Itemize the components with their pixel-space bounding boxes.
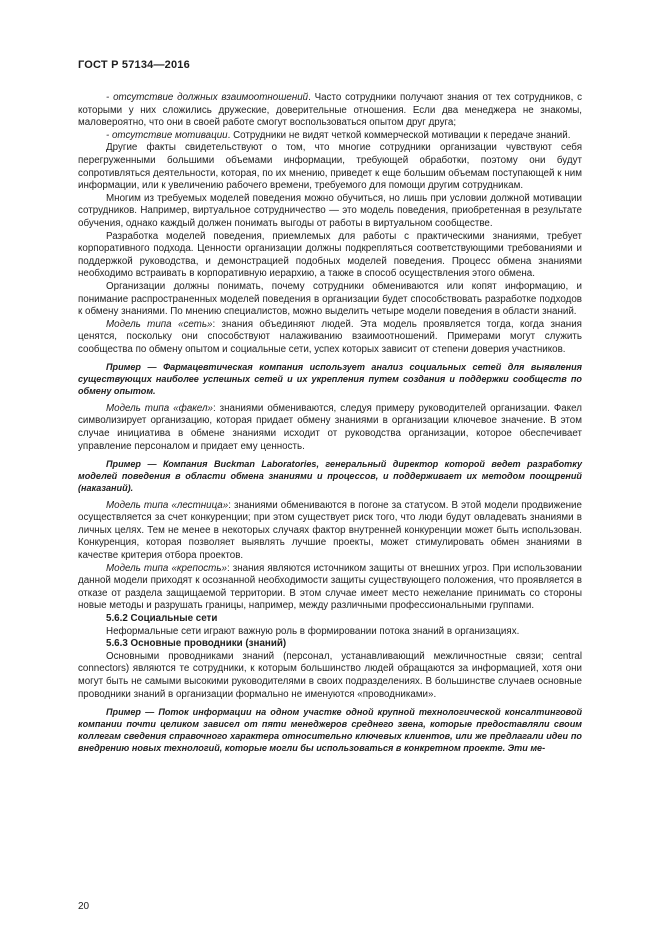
page-number: 20 (78, 901, 90, 912)
paragraph: Неформальные сети играют важную роль в формировании потока знаний в организациях. (106, 625, 520, 637)
section-heading: 5.6.2 Социальные сети (106, 612, 218, 624)
paragraph: Модель типа «сеть»: знания объединяют людей. Эта модель проявляется тогда, когда знания ценятся, поскольку они способствуют налаживанию взаимоотношений. Примерами могут служить сообщества по обмену опытом и социальные сети, успех которых зависит от степени доверия участников. (78, 318, 582, 355)
term: - отсутствие мотивации (106, 129, 228, 141)
section-heading: 5.6.3 Основные проводники (знаний) (106, 638, 287, 650)
paragraph: - отсутствие мотивации. Сотрудники не видят четкой коммерческой мотивации к передаче знаний. (106, 129, 571, 141)
example: Пример — Фармацевтическая компания использует анализ социальных сетей для выявления существующих наиболее успешных сетей и их укрепления путем создания и поддержки сообществ по обмену опытом. (78, 362, 582, 397)
paragraph: Модель типа «лестница»: знаниями обмениваются в погоне за статусом. В этой модели продвижение осуществляется за счет конкуренции; при этом существует риск того, что люди будут овладевать знаниями в личных целях. Тем не менее в некоторых случаях фактор внутренней конкуренции может быть использован. Конкуренция, которая позволяет выявлять лучшие проекты, может стимулировать обмен знаниями в качестве критерия отбора проектов. (78, 499, 582, 561)
term: Модель типа «крепость» (106, 562, 227, 574)
paragraph: Модель типа «факел»: знаниями обмениваются, следуя примеру руководителей организации. Факел символизирует организацию, которая придает обмену знаниями в организации ключевое значение. В этом случае инициатива в обмене знаниями исходит от руководства организации, которое обеспечивает управление персоналом и придает ему ценность. (78, 402, 582, 452)
paragraph: Модель типа «крепость»: знания являются источником защиты от внешних угроз. При использовании данной модели приходят к осознанной необходимости защиты существующего положения, что проявляется в отказе от раздела защищаемой территории. В этом случае имеет место нежелание принимать со стороны новые методы и разрушать границы, например, между различными профессиональными группами. (78, 562, 582, 612)
example: Пример — Компания Buckman Laboratories, генеральный директор которой ведет разработку моделей поведения в области обмена знаниями и процессов, и поддерживает их методом поощрений (наказаний). (78, 459, 582, 493)
document-header: ГОСТ Р 57134—2016 (78, 59, 190, 71)
paragraph: Многим из требуемых моделей поведения можно обучиться, но лишь при условии должной мотивации сотрудников. Например, виртуальное сотрудничество — это модель поведения, приобретенная в результате обучения, однако каждый должен понимать выгоды от работы в виртуальном сообществе. (78, 192, 582, 229)
document-body (78, 92, 582, 759)
term: Модель типа «лестница» (106, 499, 229, 511)
paragraph: - отсутствие должных взаимоотношений. Часто сотрудники получают знания от тех сотрудников, с которыми у них сложились дружеские, доверительные отношения. Если два менеджера не знакомы, маловероятно, что они в своей работе смогут воспользоваться опытом друг друга; (78, 92, 582, 129)
paragraph: Основными проводниками знаний (персонал, устанавливающий межличностные связи; central connectors) являются те сотрудники, к которым большинство людей обращаются за информацией, хотя они могут быть не самыми высокими руководителями в своих подразделениях. В большинстве случаев основные проводники знаний в организации формально не именуются «проводниками». (78, 650, 582, 700)
term: Модель типа «факел» (106, 402, 213, 414)
term: Модель типа «сеть» (106, 318, 213, 330)
paragraph: Другие факты свидетельствуют о том, что многие сотрудники организации чувствуют себя перегруженными большими объемами информации, требующей обработки, поэтому они будут сопротивляться деятельности, которая, по их мнению, приведет к еще большим объемам поступающей к ним информации, или к увеличению рабочего времени, требуемого для помощи другим сотрудникам. (78, 142, 582, 192)
term: - отсутствие должных взаимоотношений (106, 92, 309, 103)
paragraph: Организации должны понимать, почему сотрудники обмениваются или копят информацию, и понимание распространенных моделей поведения в организации будет способствовать разработке подходов к обмену знаниями. По мнению специалистов, можно выделить четыре модели поведения в области знаний. (78, 280, 582, 318)
paragraph: Разработка моделей поведения, приемлемых для работы с практическими знаниями, требует корпоративного подхода. Ценности организации должны подкрепляться соответствующими требованиями и поддержкой руководства, и демонстрацией подобных моделей поведения. Процесс обмена знаниями необходимо встраивать в корпоративную иерархию, а также в способ осуществления этого обмена. (78, 230, 582, 280)
example: Пример — Поток информации на одном участке одной крупной технологической консалтинговой компании почти целиком зависел от пяти менеджеров среднего звена, которые предоставляли своим коллегам сведения справочного характера относительно ключевых клиентов, или же предлагали идеи по внедрению новых технологий, которые могли бы использоваться в конкретном проекте. Эти ме- (78, 707, 582, 753)
